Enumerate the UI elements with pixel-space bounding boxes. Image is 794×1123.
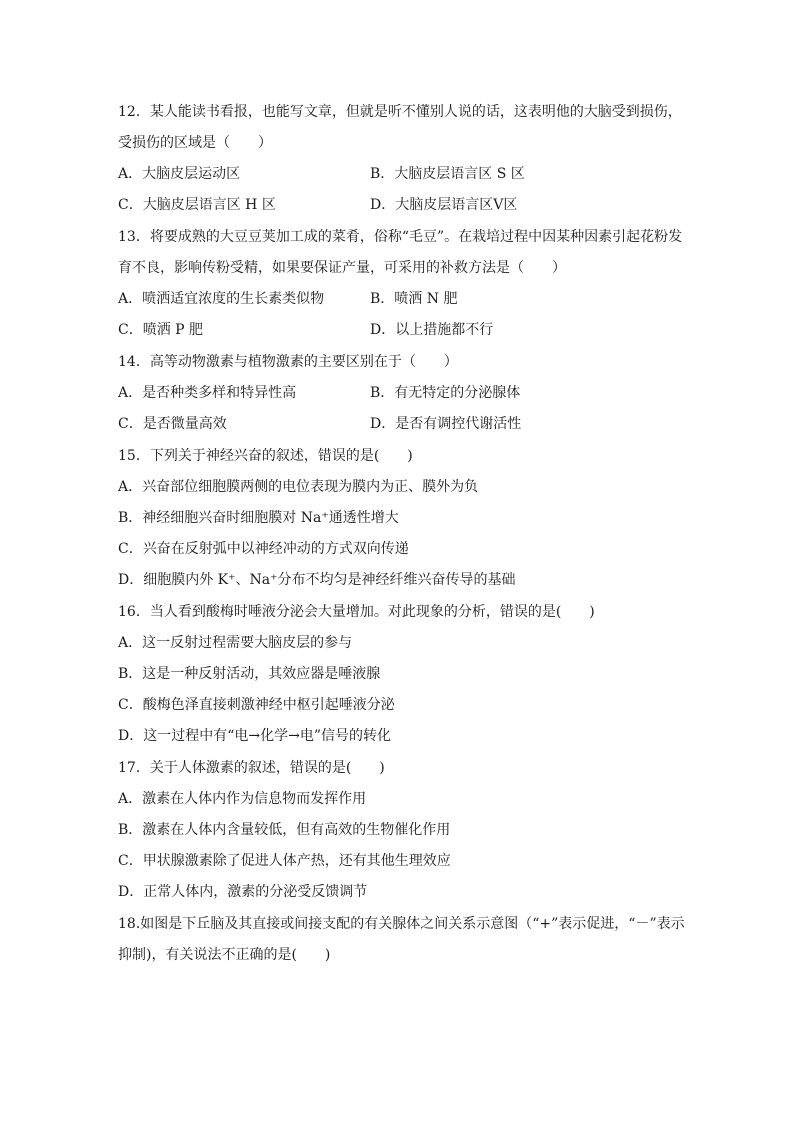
question-12-option-b: B．大脑皮层语言区 S 区 <box>370 166 525 182</box>
question-13-option-d: D．以上措施都不行 <box>370 322 494 338</box>
question-15-stem: 15．下列关于神经兴奋的叙述，错误的是( ) <box>118 448 413 464</box>
question-17-stem: 17．关于人体激素的叙述，错误的是( ) <box>118 760 385 776</box>
question-13-option-b: B．喷洒 N 肥 <box>370 291 458 307</box>
question-12-option-c: C．大脑皮层语言区 H 区 <box>118 197 276 213</box>
question-16-stem: 16．当人看到酸梅时唾液分泌会大量增加。对此现象的分析，错误的是( ) <box>118 604 595 620</box>
question-15-option-a: A．兴奋部位细胞膜两侧的电位表现为膜内为正、膜外为负 <box>118 479 479 495</box>
question-15-option-b: B．神经细胞兴奋时细胞膜对 Na⁺通透性增大 <box>118 510 399 526</box>
question-14-option-b: B．有无特定的分泌腺体 <box>370 385 521 401</box>
question-17-option-c: C．甲状腺激素除了促进人体产热，还有其他生理效应 <box>118 853 451 869</box>
question-17-option-a: A．激素在人体内作为信息物而发挥作用 <box>118 791 367 807</box>
question-13-option-c: C．喷洒 P 肥 <box>118 322 204 338</box>
question-12-option-d: D．大脑皮层语言区Ⅴ区 <box>370 197 518 213</box>
question-16-option-d: D．这一过程中有“电→化学→电”信号的转化 <box>118 728 391 744</box>
question-16-option-c: C．酸梅色泽直接刺激神经中枢引起唾液分泌 <box>118 697 395 713</box>
question-17-option-b: B．激素在人体内含量较低，但有高效的生物催化作用 <box>118 822 451 838</box>
question-14-option-c: C．是否微量高效 <box>118 416 227 432</box>
question-13-stem-line-1: 13．将要成熟的大豆豆荚加工成的菜肴，俗称“毛豆”。在栽培过程中因某种因素引起花粉发 <box>118 229 683 245</box>
question-12-stem-line-2: 受损伤的区域是（ ） <box>118 135 272 151</box>
question-15-option-d: D．细胞膜内外 K⁺、Na⁺分布不均匀是神经纤维兴奋传导的基础 <box>118 572 516 588</box>
question-12-stem-line-1: 12．某人能读书看报，也能写文章，但就是听不懂别人说的话，这表明他的大脑受到损伤， <box>118 104 682 120</box>
question-13-stem-line-2: 育不良，影响传粉受精，如果要保证产量，可采用的补救方法是（ ） <box>118 260 566 276</box>
question-14-stem: 14．高等动物激素与植物激素的主要区别在于（ ） <box>118 354 458 370</box>
question-13-option-a: A．喷洒适宜浓度的生长素类似物 <box>118 291 325 307</box>
question-17-option-d: D．正常人体内，激素的分泌受反馈调节 <box>118 884 368 900</box>
question-18-stem-line-2: 抑制)，有关说法不正确的是( ) <box>118 947 331 963</box>
question-15-option-c: C．兴奋在反射弧中以神经冲动的方式双向传递 <box>118 541 409 557</box>
question-18-stem-line-1: 18.如图是下丘脑及其直接或间接支配的有关腺体之间关系示意图（“+”表示促进，“－”表示 <box>118 916 685 932</box>
question-16-option-b: B．这是一种反射活动，其效应器是唾液腺 <box>118 666 381 682</box>
question-14-option-a: A．是否种类多样和特异性高 <box>118 385 297 401</box>
question-14-option-d: D．是否有调控代谢活性 <box>370 416 522 432</box>
question-12-option-a: A．大脑皮层运动区 <box>118 166 241 182</box>
question-16-option-a: A．这一反射过程需要大脑皮层的参与 <box>118 635 353 651</box>
